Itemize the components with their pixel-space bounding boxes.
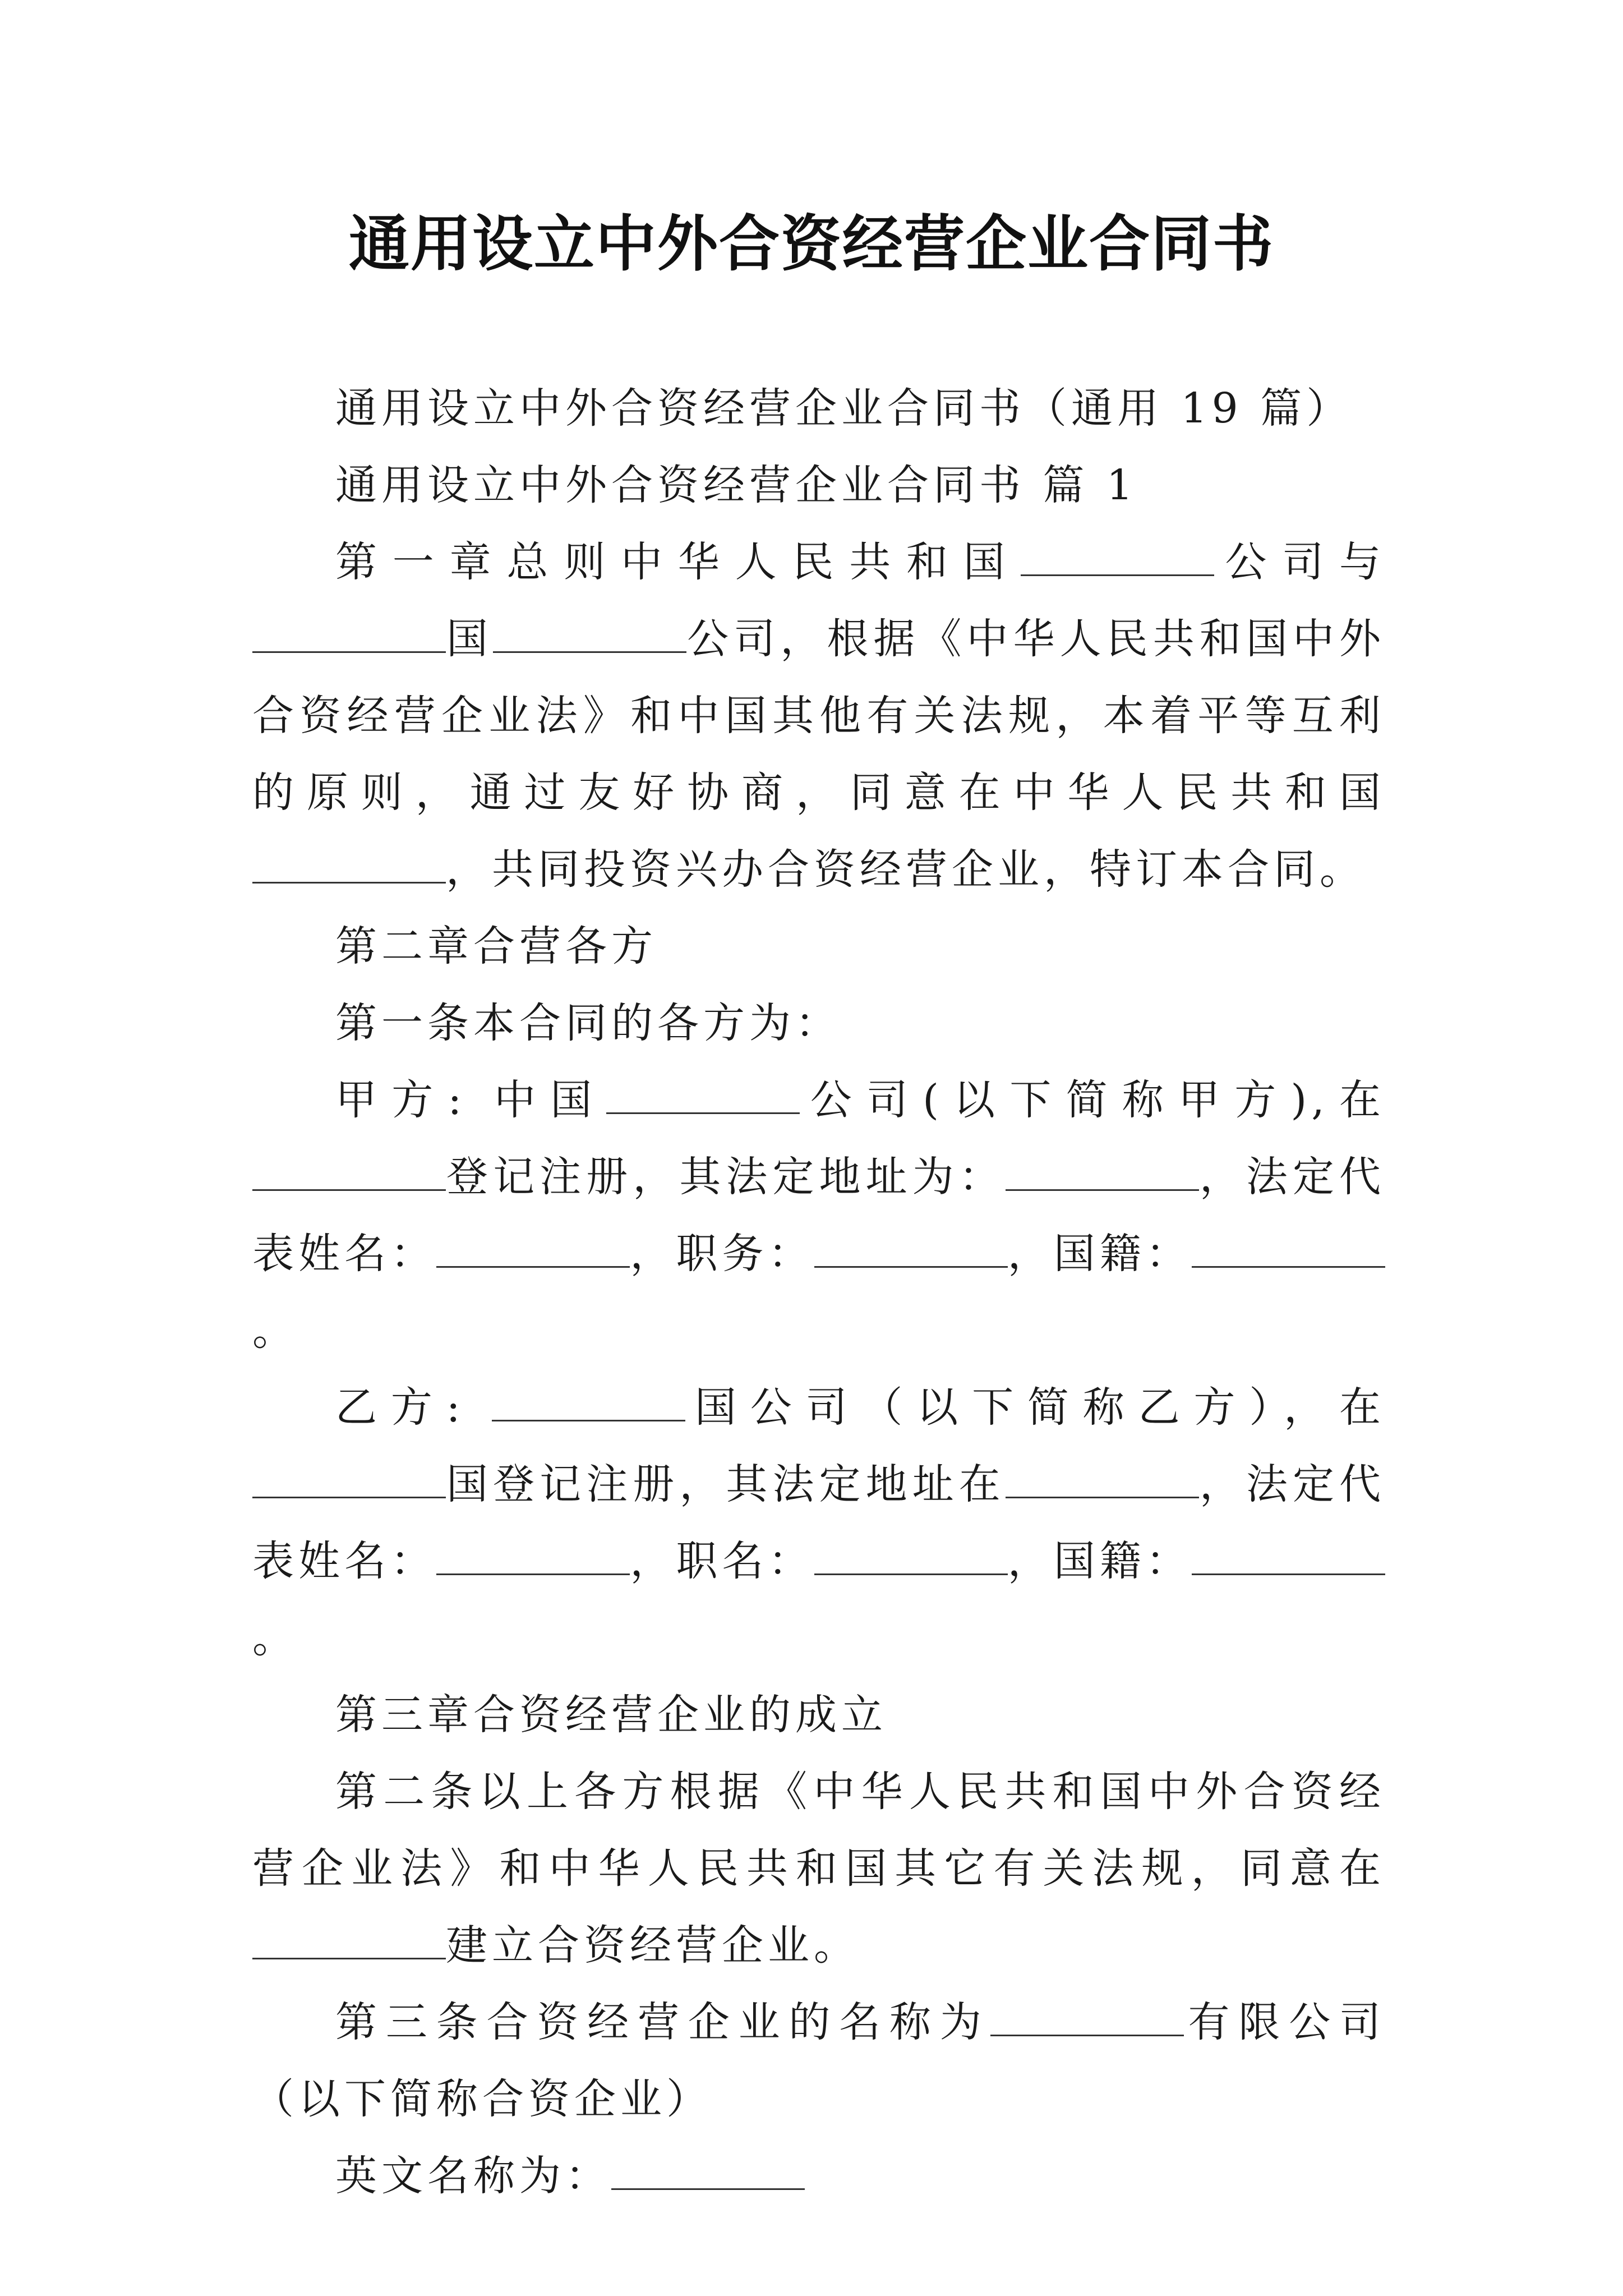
article1-paragraph: 第一条本合同的各方为： [335, 999, 841, 1047]
fill-in-blank[interactable] [492, 1386, 685, 1421]
fill-in-blank[interactable] [1006, 1156, 1199, 1191]
article2-paragraph [252, 1754, 1385, 1984]
party-a-text-4: ，法定代表姓名： [252, 1153, 1386, 1278]
article2-text-2: 建立合资经营企业。 [446, 1921, 860, 1970]
english-name-label: 英文名称为： [335, 2152, 611, 2200]
fill-in-blank[interactable] [606, 1079, 800, 1114]
fill-in-blank[interactable] [990, 2001, 1184, 2036]
chapter2-heading: 第二章合营各方 [335, 922, 657, 970]
fill-in-blank[interactable] [252, 618, 446, 653]
chapter1-text-5: ，共同投资兴办合资经营企业，特订本合同。 [446, 845, 1366, 894]
party-b-text-7: 。 [252, 1614, 298, 1662]
chapter1-text-2: 公司与 [1214, 538, 1386, 586]
party-b-text-2: 国公司（以下简称乙方），在 [685, 1383, 1385, 1432]
party-a-text-2: 公司(以下简称甲方),在 [800, 1076, 1385, 1124]
fill-in-blank[interactable] [1021, 541, 1214, 576]
party-b-text-3: 国登记注册，其法定地址在 [446, 1460, 1006, 1508]
article3-paragraph [252, 1984, 1385, 2138]
document-title: 通用设立中外合资经营企业合同书 [348, 209, 1274, 279]
chapter3-heading: 第三章合资经营企业的成立 [335, 1691, 887, 1739]
fill-in-blank[interactable] [814, 1232, 1008, 1268]
fill-in-blank[interactable] [252, 1924, 446, 1959]
party-a-text-3: 登记注册，其法定地址为： [446, 1153, 1006, 1201]
fill-in-blank[interactable] [814, 1540, 1008, 1575]
party-b-paragraph [252, 1369, 1385, 1677]
fill-in-blank[interactable] [1192, 1540, 1385, 1575]
fill-in-blank[interactable] [252, 848, 446, 884]
party-b-text-6: ，国籍： [1007, 1537, 1192, 1585]
party-a-text-6: ，国籍： [1007, 1230, 1192, 1278]
section-heading: 通用设立中外合资经营企业合同书 篇 1 [335, 461, 1138, 509]
party-b-text-5: ，职名： [630, 1537, 814, 1585]
party-a-text-1: 甲方: 中国 [335, 1076, 607, 1124]
party-b-text-1: 乙方: [335, 1383, 492, 1432]
subtitle-paragraph: 通用设立中外合资经营企业合同书（通用 19 篇） [335, 384, 1353, 432]
party-a-paragraph [252, 1062, 1385, 1369]
article2-text-1: 第二条以上各方根据《中华人民共和国中外合资经营企业法》和中华人民共和国其它有关法规，同意在 [252, 1768, 1385, 1893]
chapter1-text-4: 公司，根据《中华人民共和国中外合资经营企业法》和中国其他有关法规，本着平等互利的原则，通过友好协商，同意在中华人民共和国 [252, 615, 1386, 817]
party-b-text-4: ，法定代表姓名： [252, 1460, 1386, 1585]
fill-in-blank[interactable] [1192, 1232, 1385, 1268]
article3-text-2: 有限公司（以下简称合资企业） [252, 1998, 1386, 2123]
fill-in-blank[interactable] [611, 2155, 805, 2190]
fill-in-blank[interactable] [1006, 1463, 1199, 1498]
chapter1-paragraph [252, 524, 1385, 908]
party-a-text-7: 。 [252, 1306, 298, 1355]
party-a-text-5: ，职务： [630, 1230, 814, 1278]
chapter1-text-3: 国 [446, 615, 494, 663]
fill-in-blank[interactable] [493, 618, 686, 653]
english-name-paragraph [252, 2138, 1385, 2215]
fill-in-blank[interactable] [252, 1463, 446, 1498]
article3-text-1: 第三条合资经营企业的名称为 [335, 1998, 990, 2046]
fill-in-blank[interactable] [252, 1156, 446, 1191]
chapter1-text-1: 第一章总则中华人民共和国 [335, 538, 1021, 586]
document-body [252, 370, 1385, 2215]
fill-in-blank[interactable] [436, 1232, 630, 1268]
fill-in-blank[interactable] [436, 1540, 630, 1575]
